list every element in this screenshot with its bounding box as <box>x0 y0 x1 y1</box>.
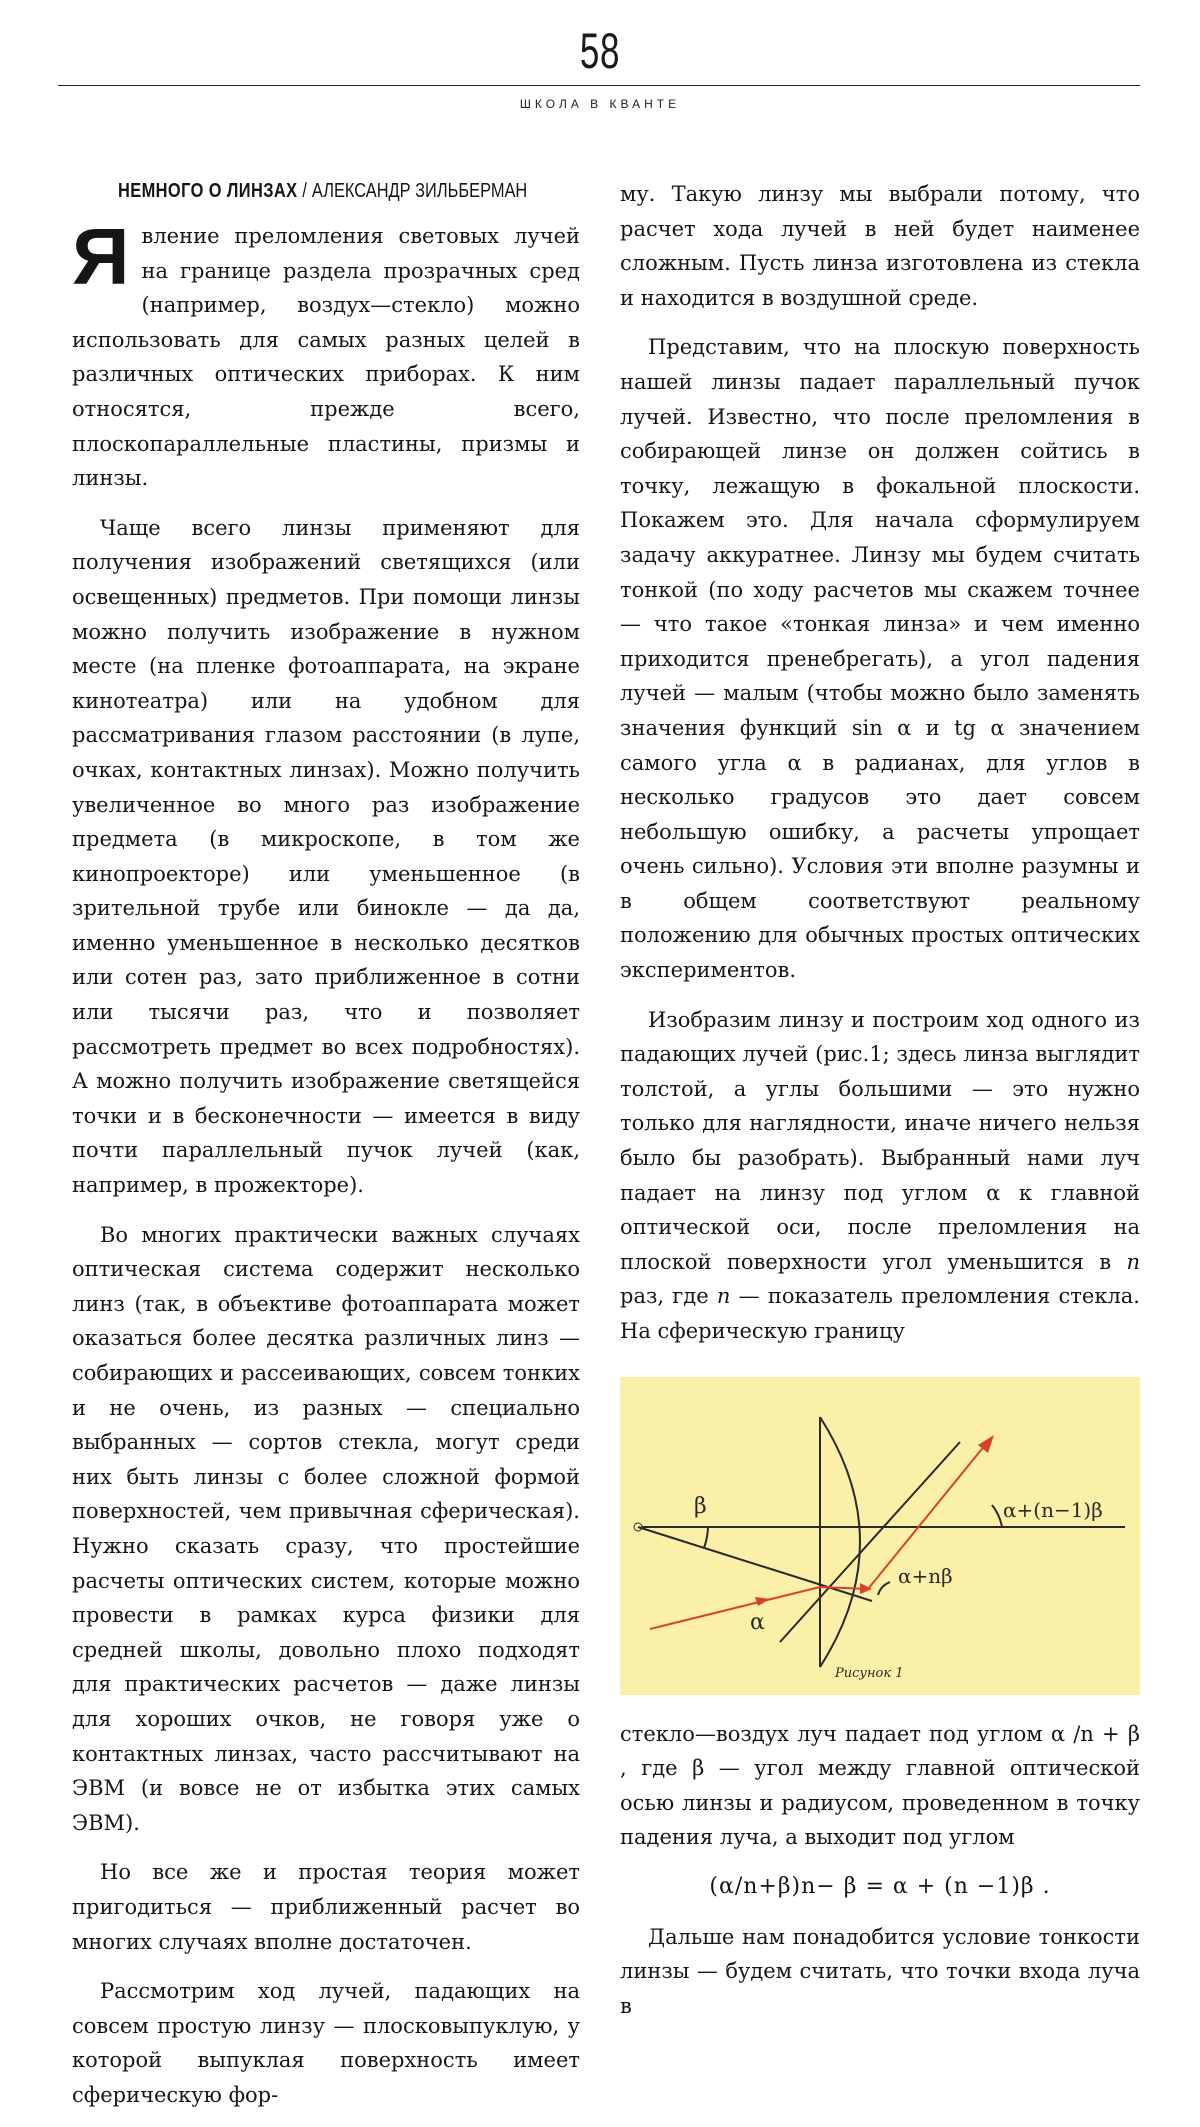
refractive-index-n: n <box>1126 1249 1140 1274</box>
label-beta: β <box>694 1493 707 1519</box>
byline-separator: / <box>302 180 307 202</box>
section-label: ШКОЛА В КВАНТЕ <box>519 97 681 111</box>
drop-cap: Я <box>72 212 130 301</box>
header-rule <box>58 85 1140 86</box>
paragraph-10: Дальше нам понадобится условие тонкости линзы — будем считать, что точки входа луча в <box>620 1924 1140 2018</box>
paragraph-1-text: вление преломления световых лучей на границе раздела прозрачных сред (например, воздух—стекло) можно использовать для самых разных целей в различных оптических приборах. К ним относятся, прежде всего, плоскопараллельные пластины, призмы и линзы. <box>72 224 580 491</box>
paragraph-7: Представим, что на плоскую поверхность нашей линзы падает параллельный пучок лучей. Известно, что после преломления в собирающей линзе он должен сойтись в точку, лежащую в фокальной плоскости. Покажем это. Для начала сформулируем задачу аккуратнее. Линзу мы будем считать тонкой (по ходу расчетов мы скажем точнее — что такое «тонкая линза» и чем именно приходится пренебрегать), а угол падения лучей — малым (чтобы можно было заменять значения функций sin α и tg α значением самого угла α в радианах, для углов в несколько градусов это дает совсем небольшую ошибку, а расчеты упрощает очень сильно). Условия эти вполне разумны и в общем соответствуют реальному положению для обычных простых оптических экспериментов. <box>620 335 1140 983</box>
figure-background <box>620 1377 1140 1695</box>
byline-spacer <box>72 177 580 219</box>
paragraph-3: Во многих практически важных случаях оптическая система содержит несколько линз (так, в объективе фотоаппарата может оказаться более десятка различных линз — собирающих и рассеивающих, совсем тонких и не очень, из разных — специально выбранных — сортов стекла, могут среди них быть линзы с более сложной формой поверхностей, чем привычная сферическая). Нужно сказать сразу, что простейшие расчеты оптических систем, которые можно провести в рамках курса физики для средней школы, довольно плохо подходят для практических расчетов — даже линзы для хороших очков, не говоря уже о контактных линзах, часто рассчитывают на ЭВМ (и вовсе не от избытка этих самых ЭВМ). <box>72 1222 580 1835</box>
equation: (α/n+β)n− β = α + (n −1)β . <box>709 1873 1051 1899</box>
paragraph-9: стекло—воздух луч падает под углом α /n + β , где β — угол между главной оптической осью линзы и радиусом, проведенном в точку падения луча, а выходит под углом <box>620 1721 1140 1850</box>
paragraph-4: Но все же и простая теория может пригодиться — приближенный расчет во многих случаях вполне достаточен. <box>72 1860 580 1954</box>
figure-caption: Рисунок 1 <box>835 1665 904 1681</box>
label-alpha: α <box>750 1609 765 1635</box>
paragraph-5: Рассмотрим ход лучей, падающих на совсем простую линзу — плосковыпуклую, у которой выпуклая поверхность имеет сферическую фор- <box>72 1979 580 2107</box>
figure-1 <box>620 1377 1140 1695</box>
article-author: АЛЕКСАНДР ЗИЛЬБЕРМАН <box>311 180 528 202</box>
paragraph-6: му. Такую линзу мы выбрали потому, что расчет хода лучей в ней будет наименее сложным. Пусть линза изготовлена из стекла и находится в воздушной среде. <box>620 182 1140 310</box>
page-number: 58 <box>579 23 621 79</box>
label-exit-angle: α+(n−1)β <box>1003 1497 1103 1522</box>
label-alpha-n-beta: α+nβ <box>898 1563 953 1588</box>
paragraph-8-text-c: — показатель преломления стекла. На сферическую границу <box>620 1284 1140 1343</box>
refractive-index-n-2: n <box>716 1284 731 1309</box>
lens-diagram <box>620 1377 1140 1695</box>
paragraph-2: Чаще всего линзы применяют для получения изображений светящихся (или освещенных) предметов. При помощи линзы можно получить изображение в нужном месте (на пленке фотоаппарата, на экране кинотеатра) или на удобном для рассматривания глазом расстоянии (в лупе, очках, контактных линзах). Можно получить увеличенное во много раз изображение предмета (в микроскопе, в том же кинопроекторе) или уменьшенное (в зрительной трубе или бинокле — да да, именно уменьшенное в несколько десятков или сотен раз, зато приближенное в сотни или тысячи раз, что и позволяет рассмотреть предмет во всех подробностях). А можно получить изображение светящейся точки и в бесконечности — имеется в виду почти параллельный пучок лучей (как, например, в прожекторе). <box>72 515 580 1198</box>
paragraph-8-text-b: раз, где <box>620 1284 717 1309</box>
left-column <box>72 177 580 2127</box>
paragraph-1 <box>72 212 580 496</box>
article-title: НЕМНОГО О ЛИНЗАХ <box>118 180 298 202</box>
right-column <box>620 177 1140 2038</box>
paragraph-8 <box>620 1003 1140 1349</box>
paragraph-8-text-a: Изобразим линзу и построим ход одного из падающих лучей (рис.1; здесь линза выглядит толстой, а углы большими — это нужно только для наглядности, иначе ничего нельзя было бы разобрать). Выбранный нами луч падает на линзу под углом α к главной оптической оси, после преломления на плоской поверхности угол уменьшится в <box>620 1007 1140 1274</box>
